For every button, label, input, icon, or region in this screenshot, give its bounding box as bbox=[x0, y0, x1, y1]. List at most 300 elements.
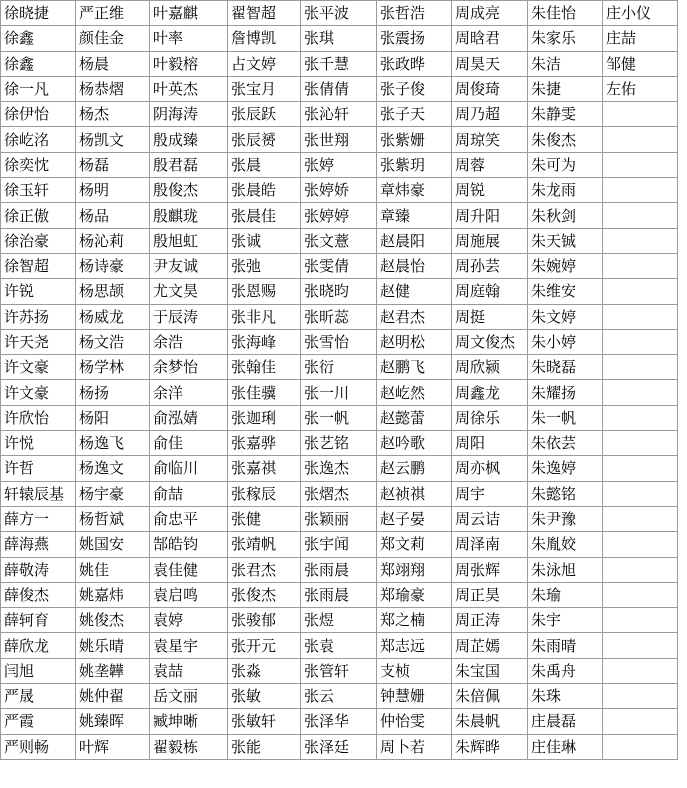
name-cell[interactable] bbox=[603, 456, 678, 481]
name-cell[interactable]: 周泽南 bbox=[452, 532, 528, 557]
name-cell[interactable]: 章炜豪 bbox=[377, 178, 452, 203]
name-cell[interactable]: 张泽廷 bbox=[301, 734, 377, 759]
name-cell[interactable]: 许欣怡 bbox=[1, 405, 76, 430]
name-cell[interactable]: 徐智超 bbox=[1, 253, 76, 278]
name-cell[interactable]: 张云 bbox=[301, 684, 377, 709]
name-cell[interactable]: 张敏 bbox=[228, 684, 301, 709]
name-cell[interactable]: 朱逸婷 bbox=[528, 456, 603, 481]
name-cell[interactable] bbox=[603, 557, 678, 582]
name-cell[interactable]: 朱捷 bbox=[528, 76, 603, 101]
table-row bbox=[1, 1, 678, 26]
name-cell[interactable]: 张雨晨 bbox=[301, 557, 377, 582]
name-cell[interactable]: 薛敬涛 bbox=[1, 557, 76, 582]
name-cell[interactable]: 张紫姗 bbox=[377, 127, 452, 152]
name-cell[interactable]: 殷麒珑 bbox=[150, 203, 228, 228]
name-cell[interactable]: 周鑫龙 bbox=[452, 380, 528, 405]
name-cell[interactable]: 姚嘉炜 bbox=[76, 582, 150, 607]
name-cell[interactable]: 薛欣龙 bbox=[1, 633, 76, 658]
table-row bbox=[1, 481, 678, 506]
name-cell[interactable]: 朱婉婷 bbox=[528, 253, 603, 278]
name-cell[interactable]: 朱辉晔 bbox=[452, 734, 528, 759]
name-cell[interactable]: 许锐 bbox=[1, 279, 76, 304]
name-cell[interactable]: 张雪怡 bbox=[301, 329, 377, 354]
name-cell[interactable]: 岳文丽 bbox=[150, 684, 228, 709]
name-cell[interactable]: 徐一凡 bbox=[1, 76, 76, 101]
name-cell[interactable] bbox=[603, 253, 678, 278]
table-row bbox=[1, 532, 678, 557]
name-grid-body bbox=[1, 1, 678, 760]
name-cell[interactable] bbox=[603, 658, 678, 683]
name-cell[interactable]: 张沁轩 bbox=[301, 102, 377, 127]
name-cell[interactable]: 周锐 bbox=[452, 178, 528, 203]
name-cell[interactable]: 周卜若 bbox=[377, 734, 452, 759]
name-cell[interactable] bbox=[603, 329, 678, 354]
name-cell[interactable]: 尹友诚 bbox=[150, 253, 228, 278]
name-cell[interactable] bbox=[603, 228, 678, 253]
name-cell[interactable]: 张辰赟 bbox=[228, 127, 301, 152]
name-cell[interactable]: 赵晨阳 bbox=[377, 228, 452, 253]
name-cell[interactable]: 张淼 bbox=[228, 658, 301, 683]
name-cell[interactable]: 阴海涛 bbox=[150, 102, 228, 127]
name-cell[interactable] bbox=[603, 506, 678, 531]
name-cell[interactable]: 张世翔 bbox=[301, 127, 377, 152]
name-cell[interactable]: 张倩倩 bbox=[301, 76, 377, 101]
name-cell[interactable]: 闫旭 bbox=[1, 658, 76, 683]
name-cell[interactable]: 杨威龙 bbox=[76, 304, 150, 329]
name-cell[interactable] bbox=[603, 304, 678, 329]
name-cell[interactable]: 周芷嫣 bbox=[452, 633, 528, 658]
name-cell[interactable]: 杨晨 bbox=[76, 51, 150, 76]
name-cell[interactable]: 张迦琍 bbox=[228, 405, 301, 430]
name-cell[interactable]: 朱佳怡 bbox=[528, 1, 603, 26]
name-cell[interactable]: 张文薏 bbox=[301, 228, 377, 253]
table-row bbox=[1, 203, 678, 228]
name-cell[interactable]: 张袁 bbox=[301, 633, 377, 658]
name-cell[interactable]: 袁启鸣 bbox=[150, 582, 228, 607]
name-cell[interactable]: 俞佳 bbox=[150, 431, 228, 456]
name-cell[interactable]: 严则畅 bbox=[1, 734, 76, 759]
name-cell[interactable]: 张婷婷 bbox=[301, 203, 377, 228]
table-row bbox=[1, 329, 678, 354]
name-cell[interactable]: 叶毅榕 bbox=[150, 51, 228, 76]
name-cell[interactable]: 张宝月 bbox=[228, 76, 301, 101]
name-cell[interactable]: 殷俊杰 bbox=[150, 178, 228, 203]
name-cell[interactable]: 薛俊杰 bbox=[1, 582, 76, 607]
name-cell[interactable]: 姚国安 bbox=[76, 532, 150, 557]
name-cell[interactable]: 朱龙雨 bbox=[528, 178, 603, 203]
name-cell[interactable]: 余浩 bbox=[150, 329, 228, 354]
name-cell[interactable]: 周施展 bbox=[452, 228, 528, 253]
name-cell[interactable]: 徐鑫 bbox=[1, 51, 76, 76]
name-cell[interactable]: 严正维 bbox=[76, 1, 150, 26]
name-cell[interactable]: 庄小仪 bbox=[603, 1, 678, 26]
table-row bbox=[1, 582, 678, 607]
name-cell[interactable]: 张恩赐 bbox=[228, 279, 301, 304]
name-cell[interactable]: 张琪 bbox=[301, 26, 377, 51]
name-cell[interactable]: 朱依芸 bbox=[528, 431, 603, 456]
name-cell[interactable]: 张震扬 bbox=[377, 26, 452, 51]
name-cell[interactable]: 张晨 bbox=[228, 152, 301, 177]
name-cell[interactable]: 杨逸文 bbox=[76, 456, 150, 481]
name-cell[interactable]: 赵君杰 bbox=[377, 304, 452, 329]
name-cell[interactable]: 朱一帆 bbox=[528, 405, 603, 430]
name-cell[interactable]: 张敏轩 bbox=[228, 709, 301, 734]
name-cell[interactable]: 朱晓磊 bbox=[528, 355, 603, 380]
name-cell[interactable]: 郜皓钧 bbox=[150, 532, 228, 557]
name-cell[interactable]: 朱晨帆 bbox=[452, 709, 528, 734]
table-row bbox=[1, 380, 678, 405]
name-cell[interactable]: 张婷娇 bbox=[301, 178, 377, 203]
name-cell[interactable]: 章臻 bbox=[377, 203, 452, 228]
table-row bbox=[1, 633, 678, 658]
name-cell[interactable] bbox=[603, 279, 678, 304]
name-cell[interactable]: 许哲 bbox=[1, 456, 76, 481]
name-cell[interactable]: 杨扬 bbox=[76, 380, 150, 405]
name-cell[interactable]: 张佳骥 bbox=[228, 380, 301, 405]
name-cell[interactable]: 张一川 bbox=[301, 380, 377, 405]
name-cell[interactable]: 张熠杰 bbox=[301, 481, 377, 506]
name-cell[interactable]: 叶嘉麒 bbox=[150, 1, 228, 26]
name-cell[interactable]: 周欣颍 bbox=[452, 355, 528, 380]
name-cell[interactable]: 赵懿蕾 bbox=[377, 405, 452, 430]
name-cell[interactable]: 朱小婷 bbox=[528, 329, 603, 354]
name-cell[interactable]: 杨逸飞 bbox=[76, 431, 150, 456]
name-cell[interactable]: 张千慧 bbox=[301, 51, 377, 76]
table-row bbox=[1, 228, 678, 253]
name-cell[interactable]: 叶辉 bbox=[76, 734, 150, 759]
name-cell[interactable]: 张俊杰 bbox=[228, 582, 301, 607]
name-cell[interactable]: 姚乐晴 bbox=[76, 633, 150, 658]
name-cell[interactable]: 许天尧 bbox=[1, 329, 76, 354]
name-cell[interactable]: 朱珠 bbox=[528, 684, 603, 709]
name-cell[interactable]: 朱雨晴 bbox=[528, 633, 603, 658]
name-cell[interactable]: 郑文莉 bbox=[377, 532, 452, 557]
name-cell[interactable]: 薛海燕 bbox=[1, 532, 76, 557]
name-cell[interactable]: 周昊天 bbox=[452, 51, 528, 76]
name-cell[interactable]: 俞喆 bbox=[150, 481, 228, 506]
name-cell[interactable]: 俞泓婧 bbox=[150, 405, 228, 430]
name-cell[interactable]: 郑之楠 bbox=[377, 608, 452, 633]
name-cell[interactable]: 张开元 bbox=[228, 633, 301, 658]
name-cell[interactable]: 赵祯祺 bbox=[377, 481, 452, 506]
name-cell[interactable]: 于辰涛 bbox=[150, 304, 228, 329]
name-cell[interactable]: 朱可为 bbox=[528, 152, 603, 177]
name-cell[interactable]: 姚臻晖 bbox=[76, 709, 150, 734]
table-row bbox=[1, 684, 678, 709]
name-cell[interactable] bbox=[603, 684, 678, 709]
name-cell[interactable]: 周挺 bbox=[452, 304, 528, 329]
name-cell[interactable]: 庄晨磊 bbox=[528, 709, 603, 734]
name-cell[interactable]: 叶英杰 bbox=[150, 76, 228, 101]
name-cell[interactable]: 张逸杰 bbox=[301, 456, 377, 481]
name-cell[interactable]: 周庭翰 bbox=[452, 279, 528, 304]
name-cell[interactable]: 薛方一 bbox=[1, 506, 76, 531]
name-cell[interactable]: 杨阳 bbox=[76, 405, 150, 430]
name-cell[interactable]: 殷旭虹 bbox=[150, 228, 228, 253]
name-cell[interactable]: 朱俊杰 bbox=[528, 127, 603, 152]
name-cell[interactable]: 郑志远 bbox=[377, 633, 452, 658]
name-cell[interactable]: 徐治豪 bbox=[1, 228, 76, 253]
name-cell[interactable]: 张诚 bbox=[228, 228, 301, 253]
name-cell[interactable]: 余洋 bbox=[150, 380, 228, 405]
name-cell[interactable]: 周俊琦 bbox=[452, 76, 528, 101]
name-cell[interactable]: 叶率 bbox=[150, 26, 228, 51]
name-cell[interactable]: 臧坤晰 bbox=[150, 709, 228, 734]
name-cell[interactable]: 杨沁莉 bbox=[76, 228, 150, 253]
name-cell[interactable] bbox=[603, 481, 678, 506]
name-cell[interactable]: 周宇 bbox=[452, 481, 528, 506]
name-cell[interactable]: 赵子晏 bbox=[377, 506, 452, 531]
name-cell[interactable]: 张弛 bbox=[228, 253, 301, 278]
name-cell[interactable]: 轩辕辰基 bbox=[1, 481, 76, 506]
name-cell[interactable]: 徐正傲 bbox=[1, 203, 76, 228]
name-cell[interactable]: 郑瑜豪 bbox=[377, 582, 452, 607]
name-cell[interactable]: 庄佳琳 bbox=[528, 734, 603, 759]
name-cell[interactable]: 许文豪 bbox=[1, 380, 76, 405]
table-row bbox=[1, 557, 678, 582]
name-cell[interactable]: 周孙芸 bbox=[452, 253, 528, 278]
name-cell[interactable]: 张一帆 bbox=[301, 405, 377, 430]
name-cell[interactable]: 赵明松 bbox=[377, 329, 452, 354]
name-cell[interactable]: 杨明 bbox=[76, 178, 150, 203]
name-cell[interactable]: 张翰佳 bbox=[228, 355, 301, 380]
name-cell[interactable]: 徐屹洺 bbox=[1, 127, 76, 152]
name-cell[interactable]: 杨品 bbox=[76, 203, 150, 228]
name-cell[interactable]: 周正昊 bbox=[452, 582, 528, 607]
table-row bbox=[1, 658, 678, 683]
name-cell[interactable]: 杨哲斌 bbox=[76, 506, 150, 531]
name-cell[interactable]: 尤文昊 bbox=[150, 279, 228, 304]
name-cell[interactable] bbox=[603, 582, 678, 607]
name-cell[interactable]: 薛轲育 bbox=[1, 608, 76, 633]
name-cell[interactable]: 杨凯文 bbox=[76, 127, 150, 152]
name-cell[interactable]: 张非凡 bbox=[228, 304, 301, 329]
name-cell[interactable]: 张君杰 bbox=[228, 557, 301, 582]
name-cell[interactable]: 杨思颉 bbox=[76, 279, 150, 304]
name-cell[interactable]: 张晨佳 bbox=[228, 203, 301, 228]
name-cell[interactable]: 张雨晨 bbox=[301, 582, 377, 607]
name-cell[interactable]: 周云诘 bbox=[452, 506, 528, 531]
name-cell[interactable]: 袁喆 bbox=[150, 658, 228, 683]
table-row bbox=[1, 253, 678, 278]
table-row bbox=[1, 51, 678, 76]
table-row bbox=[1, 456, 678, 481]
name-cell[interactable]: 周蓉 bbox=[452, 152, 528, 177]
name-cell[interactable]: 张子俊 bbox=[377, 76, 452, 101]
name-cell[interactable]: 张稼辰 bbox=[228, 481, 301, 506]
name-cell[interactable]: 朱瑜 bbox=[528, 582, 603, 607]
name-cell[interactable]: 杨杰 bbox=[76, 102, 150, 127]
name-cell[interactable]: 张政晔 bbox=[377, 51, 452, 76]
name-cell[interactable]: 许文豪 bbox=[1, 355, 76, 380]
name-cell[interactable]: 张平波 bbox=[301, 1, 377, 26]
name-cell[interactable]: 朱懿铭 bbox=[528, 481, 603, 506]
name-cell[interactable]: 余梦怡 bbox=[150, 355, 228, 380]
name-cell[interactable] bbox=[603, 203, 678, 228]
name-cell[interactable]: 张哲浩 bbox=[377, 1, 452, 26]
name-cell[interactable]: 朱宇 bbox=[528, 608, 603, 633]
name-cell[interactable]: 朱宝国 bbox=[452, 658, 528, 683]
name-cell[interactable]: 朱耀扬 bbox=[528, 380, 603, 405]
name-cell[interactable]: 杨学林 bbox=[76, 355, 150, 380]
name-cell[interactable]: 姚佳 bbox=[76, 557, 150, 582]
table-row bbox=[1, 102, 678, 127]
name-cell[interactable]: 张嘉骅 bbox=[228, 431, 301, 456]
name-cell[interactable]: 徐晓捷 bbox=[1, 1, 76, 26]
name-cell[interactable]: 徐伊怡 bbox=[1, 102, 76, 127]
table-row bbox=[1, 734, 678, 759]
name-cell[interactable]: 朱尹豫 bbox=[528, 506, 603, 531]
name-cell[interactable]: 张靖帆 bbox=[228, 532, 301, 557]
name-cell[interactable]: 袁佳健 bbox=[150, 557, 228, 582]
name-cell[interactable]: 张雯倩 bbox=[301, 253, 377, 278]
name-cell[interactable]: 殷成臻 bbox=[150, 127, 228, 152]
name-cell[interactable]: 张紫玥 bbox=[377, 152, 452, 177]
name-cell[interactable] bbox=[603, 380, 678, 405]
table-row bbox=[1, 506, 678, 531]
name-cell[interactable] bbox=[603, 127, 678, 152]
name-cell[interactable]: 周晗君 bbox=[452, 26, 528, 51]
name-cell[interactable]: 许悦 bbox=[1, 431, 76, 456]
name-cell[interactable]: 袁婷 bbox=[150, 608, 228, 633]
name-cell[interactable]: 杨文浩 bbox=[76, 329, 150, 354]
name-cell[interactable]: 张管轩 bbox=[301, 658, 377, 683]
name-cell[interactable]: 朱家乐 bbox=[528, 26, 603, 51]
name-cell[interactable]: 张昕蕊 bbox=[301, 304, 377, 329]
name-cell[interactable]: 詹博凯 bbox=[228, 26, 301, 51]
name-cell[interactable]: 张宇闻 bbox=[301, 532, 377, 557]
name-cell[interactable]: 徐鑫 bbox=[1, 26, 76, 51]
name-cell[interactable]: 张婷 bbox=[301, 152, 377, 177]
name-cell[interactable]: 颜佳金 bbox=[76, 26, 150, 51]
name-cell[interactable]: 朱文婷 bbox=[528, 304, 603, 329]
name-cell[interactable]: 周阳 bbox=[452, 431, 528, 456]
table-row bbox=[1, 431, 678, 456]
name-cell[interactable]: 张骏郁 bbox=[228, 608, 301, 633]
name-cell[interactable] bbox=[603, 532, 678, 557]
name-cell[interactable]: 钟慧姗 bbox=[377, 684, 452, 709]
name-cell[interactable]: 周文俊杰 bbox=[452, 329, 528, 354]
name-cell[interactable]: 周正涛 bbox=[452, 608, 528, 633]
name-cell[interactable]: 张煜 bbox=[301, 608, 377, 633]
name-cell[interactable]: 张能 bbox=[228, 734, 301, 759]
name-cell[interactable]: 杨宇豪 bbox=[76, 481, 150, 506]
name-cell[interactable]: 周升阳 bbox=[452, 203, 528, 228]
name-cell[interactable]: 姚俊杰 bbox=[76, 608, 150, 633]
name-cell[interactable] bbox=[603, 709, 678, 734]
name-cell[interactable]: 周乃超 bbox=[452, 102, 528, 127]
name-cell[interactable]: 郑翊翔 bbox=[377, 557, 452, 582]
table-row bbox=[1, 127, 678, 152]
name-cell[interactable]: 庄喆 bbox=[603, 26, 678, 51]
name-cell[interactable]: 周徐乐 bbox=[452, 405, 528, 430]
name-cell[interactable]: 赵屹然 bbox=[377, 380, 452, 405]
name-cell[interactable] bbox=[603, 152, 678, 177]
name-cell[interactable] bbox=[603, 431, 678, 456]
table-row bbox=[1, 709, 678, 734]
name-cell[interactable]: 张健 bbox=[228, 506, 301, 531]
name-cell[interactable]: 姚垄韡 bbox=[76, 658, 150, 683]
name-cell[interactable]: 周琼笑 bbox=[452, 127, 528, 152]
name-cell[interactable]: 邹健 bbox=[603, 51, 678, 76]
name-cell[interactable]: 张晨皓 bbox=[228, 178, 301, 203]
name-cell[interactable]: 赵吟歌 bbox=[377, 431, 452, 456]
name-cell[interactable]: 殷君磊 bbox=[150, 152, 228, 177]
name-cell[interactable]: 张艺铭 bbox=[301, 431, 377, 456]
name-cell[interactable]: 俞忠平 bbox=[150, 506, 228, 531]
name-cell[interactable] bbox=[603, 102, 678, 127]
name-cell[interactable]: 支桢 bbox=[377, 658, 452, 683]
name-cell[interactable]: 张衍 bbox=[301, 355, 377, 380]
name-cell[interactable]: 张泽华 bbox=[301, 709, 377, 734]
name-cell[interactable]: 朱秋剑 bbox=[528, 203, 603, 228]
name-cell[interactable]: 赵晨怡 bbox=[377, 253, 452, 278]
name-cell[interactable]: 周亦枫 bbox=[452, 456, 528, 481]
table-row bbox=[1, 178, 678, 203]
name-cell[interactable] bbox=[603, 633, 678, 658]
name-cell[interactable]: 姚仲翟 bbox=[76, 684, 150, 709]
name-cell[interactable]: 朱维安 bbox=[528, 279, 603, 304]
name-cell[interactable]: 徐玉轩 bbox=[1, 178, 76, 203]
name-cell[interactable]: 赵健 bbox=[377, 279, 452, 304]
name-cell[interactable]: 朱倍佩 bbox=[452, 684, 528, 709]
table-row bbox=[1, 304, 678, 329]
name-cell[interactable]: 左佑 bbox=[603, 76, 678, 101]
name-cell[interactable] bbox=[603, 608, 678, 633]
name-cell[interactable]: 翟智超 bbox=[228, 1, 301, 26]
name-cell[interactable]: 张嘉祺 bbox=[228, 456, 301, 481]
name-cell[interactable]: 占文婷 bbox=[228, 51, 301, 76]
name-cell[interactable]: 仲怡雯 bbox=[377, 709, 452, 734]
name-cell[interactable]: 张海峰 bbox=[228, 329, 301, 354]
table-row bbox=[1, 26, 678, 51]
name-cell[interactable]: 张子天 bbox=[377, 102, 452, 127]
name-cell[interactable]: 张晓昀 bbox=[301, 279, 377, 304]
name-cell[interactable]: 朱禹舟 bbox=[528, 658, 603, 683]
name-cell[interactable]: 徐奕忱 bbox=[1, 152, 76, 177]
name-cell[interactable]: 严霞 bbox=[1, 709, 76, 734]
name-cell[interactable]: 俞临川 bbox=[150, 456, 228, 481]
name-cell[interactable]: 周张辉 bbox=[452, 557, 528, 582]
name-cell[interactable]: 朱静雯 bbox=[528, 102, 603, 127]
name-cell[interactable]: 杨磊 bbox=[76, 152, 150, 177]
name-cell[interactable]: 朱胤姣 bbox=[528, 532, 603, 557]
name-cell[interactable]: 朱泳旭 bbox=[528, 557, 603, 582]
name-cell[interactable]: 朱洁 bbox=[528, 51, 603, 76]
table-row bbox=[1, 152, 678, 177]
name-cell[interactable]: 张辰跃 bbox=[228, 102, 301, 127]
table-row bbox=[1, 608, 678, 633]
name-cell[interactable]: 赵云鹏 bbox=[377, 456, 452, 481]
name-cell[interactable] bbox=[603, 734, 678, 759]
table-row bbox=[1, 405, 678, 430]
table-row bbox=[1, 355, 678, 380]
name-cell[interactable]: 翟毅栋 bbox=[150, 734, 228, 759]
name-cell[interactable]: 许苏扬 bbox=[1, 304, 76, 329]
name-cell[interactable]: 张颖丽 bbox=[301, 506, 377, 531]
name-cell[interactable]: 杨诗豪 bbox=[76, 253, 150, 278]
name-cell[interactable]: 严晟 bbox=[1, 684, 76, 709]
name-cell[interactable]: 周成亮 bbox=[452, 1, 528, 26]
name-cell[interactable]: 杨恭熠 bbox=[76, 76, 150, 101]
name-cell[interactable] bbox=[603, 405, 678, 430]
table-row bbox=[1, 76, 678, 101]
name-cell[interactable] bbox=[603, 178, 678, 203]
name-cell[interactable]: 袁星宇 bbox=[150, 633, 228, 658]
name-cell[interactable]: 朱天铖 bbox=[528, 228, 603, 253]
name-cell[interactable] bbox=[603, 355, 678, 380]
name-cell[interactable]: 赵鹏飞 bbox=[377, 355, 452, 380]
